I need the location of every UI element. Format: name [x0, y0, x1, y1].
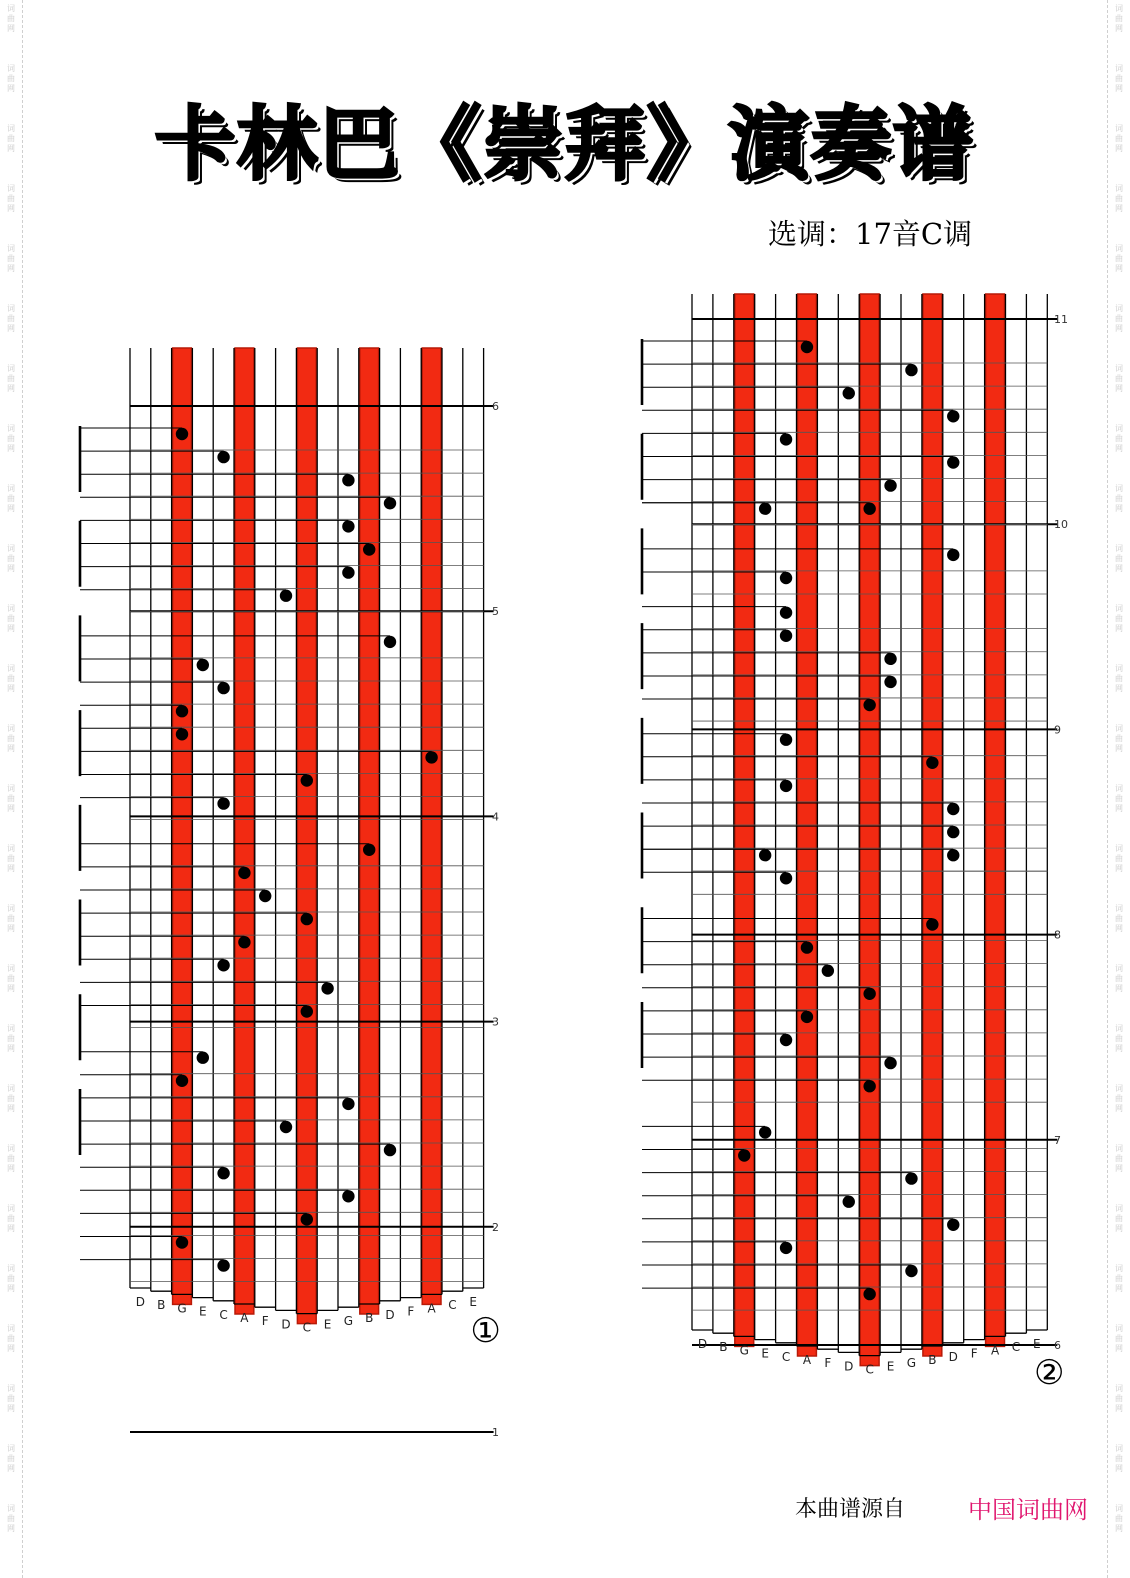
tine-label: C — [1011, 1340, 1021, 1355]
note-dot — [425, 751, 437, 763]
tine-label: B — [157, 1298, 166, 1313]
right-watermark-strip — [1107, 0, 1130, 1578]
measure-number: 2 — [492, 1220, 499, 1234]
tine-label: G — [343, 1314, 354, 1329]
note-dot — [905, 1172, 917, 1184]
note-dot — [176, 728, 188, 740]
tine-label: E — [469, 1295, 477, 1309]
watermark-text: 词曲网 — [7, 1024, 15, 1053]
tine-label: C — [219, 1307, 228, 1322]
tine-label: D — [844, 1359, 854, 1374]
red-tine-bar — [173, 348, 192, 1304]
tine-label: D — [135, 1295, 146, 1309]
note-dot — [738, 1149, 750, 1161]
watermark-text: 词曲网 — [1115, 724, 1123, 753]
tine-label: D — [385, 1307, 395, 1322]
watermark-text: 词曲网 — [1115, 424, 1123, 453]
tine-label: E — [323, 1317, 332, 1332]
note-dot — [759, 1126, 771, 1138]
watermark-text: 词曲网 — [1115, 1384, 1123, 1413]
watermark-text: 词曲网 — [1115, 304, 1123, 333]
watermark-text: 词曲网 — [1115, 964, 1123, 993]
note-dot — [801, 941, 813, 953]
note-dot — [947, 1219, 959, 1231]
note-dot — [780, 780, 792, 792]
watermark-text: 词曲网 — [7, 1084, 15, 1113]
note-dot — [947, 826, 959, 838]
measure-number: 9 — [1054, 723, 1061, 737]
watermark-text: 词曲网 — [1115, 1204, 1123, 1233]
watermark-text: 词曲网 — [7, 1144, 15, 1173]
note-dot — [280, 1121, 292, 1133]
note-dot — [947, 549, 959, 561]
note-dot — [342, 566, 354, 578]
watermark-text: 词曲网 — [1115, 604, 1123, 633]
red-tine-bar — [986, 294, 1005, 1346]
note-dot — [217, 451, 229, 463]
note-dot — [759, 503, 771, 515]
watermark-text: 词曲网 — [1115, 844, 1123, 873]
note-dot — [217, 1259, 229, 1271]
watermark-text: 词曲网 — [1115, 4, 1123, 33]
note-dot — [217, 1167, 229, 1179]
watermark-text: 词曲网 — [1115, 364, 1123, 393]
red-tine-bar — [297, 348, 316, 1324]
watermark-text: 词曲网 — [7, 304, 15, 333]
tine-label: G — [177, 1301, 187, 1316]
measure-number: 7 — [1054, 1133, 1061, 1147]
tine-label: A — [427, 1301, 436, 1316]
measure-number: 3 — [492, 1015, 499, 1029]
note-dot — [301, 913, 313, 925]
watermark-text: 词曲网 — [1115, 184, 1123, 213]
tine-label: A — [240, 1311, 249, 1325]
note-dot — [217, 959, 229, 971]
watermark-text: 词曲网 — [7, 1504, 15, 1533]
tine-label: G — [906, 1356, 917, 1371]
note-dot — [759, 849, 771, 861]
tine-label: E — [199, 1304, 207, 1319]
watermark-text: 词曲网 — [7, 544, 15, 573]
note-dot — [780, 572, 792, 584]
watermark-text: 词曲网 — [1115, 784, 1123, 813]
note-dot — [780, 606, 792, 618]
tine-label: B — [928, 1353, 937, 1367]
note-dot — [905, 1265, 917, 1277]
note-dot — [780, 1242, 792, 1254]
tine-label: C — [448, 1298, 457, 1313]
note-dot — [801, 1011, 813, 1023]
note-dot — [884, 676, 896, 688]
note-dot — [301, 774, 313, 786]
watermark-text: 词曲网 — [7, 1444, 15, 1473]
tine-label: C — [781, 1349, 791, 1364]
score-panel-1 — [70, 340, 530, 1439]
red-tine-bar — [735, 294, 754, 1346]
tine-label: F — [970, 1346, 978, 1361]
measure-number: 6 — [492, 400, 499, 413]
note-dot — [176, 705, 188, 717]
watermark-text: 词曲网 — [1115, 1084, 1123, 1113]
watermark-text: 词曲网 — [1115, 1504, 1123, 1533]
note-dot — [947, 410, 959, 422]
note-dot — [780, 872, 792, 884]
note-dot — [780, 630, 792, 642]
note-dot — [801, 341, 813, 353]
note-dot — [384, 1144, 396, 1156]
tine-label: F — [407, 1304, 415, 1319]
watermark-text: 词曲网 — [7, 184, 15, 213]
note-dot — [342, 520, 354, 532]
note-dot — [301, 1213, 313, 1225]
note-dot — [947, 803, 959, 815]
note-dot — [884, 479, 896, 491]
page-number: ② — [1034, 1353, 1065, 1393]
tine-label: C — [865, 1362, 874, 1377]
tine-label: D — [948, 1349, 958, 1364]
note-dot — [926, 918, 938, 930]
tine-label: C — [302, 1320, 311, 1335]
note-dot — [176, 1075, 188, 1087]
watermark-text: 词曲网 — [1115, 544, 1123, 573]
watermark-text: 词曲网 — [7, 244, 15, 273]
note-dot — [342, 474, 354, 486]
watermark-text: 词曲网 — [1115, 1144, 1123, 1173]
tine-label: D — [697, 1337, 708, 1351]
watermark-text: 词曲网 — [7, 1324, 15, 1353]
watermark-text: 词曲网 — [7, 844, 15, 873]
tine-label: G — [739, 1343, 749, 1358]
measure-number: 1 — [492, 1426, 499, 1439]
red-tine-bar — [235, 348, 254, 1314]
page-title: 卡林巴《崇拜》演奏谱 — [155, 98, 975, 191]
note-dot — [947, 849, 959, 861]
watermark-text: 词曲网 — [7, 904, 15, 933]
footer-source-label: 本曲谱源自 — [795, 1497, 906, 1522]
note-dot — [905, 364, 917, 376]
tine-label: F — [261, 1314, 269, 1329]
note-dot — [384, 497, 396, 509]
note-dot — [947, 456, 959, 468]
watermark-text: 词曲网 — [7, 424, 15, 453]
note-dot — [197, 1052, 209, 1064]
note-dot — [822, 965, 834, 977]
watermark-text: 词曲网 — [1115, 484, 1123, 513]
watermark-text: 词曲网 — [1115, 1324, 1123, 1353]
tine-label: E — [886, 1359, 895, 1374]
note-dot — [863, 699, 875, 711]
watermark-text: 词曲网 — [1115, 244, 1123, 273]
note-dot — [363, 844, 375, 856]
score-panel-2 — [630, 288, 1090, 1418]
watermark-text: 词曲网 — [7, 1264, 15, 1293]
watermark-text: 词曲网 — [1115, 664, 1123, 693]
note-dot — [238, 867, 250, 879]
note-dot — [843, 1196, 855, 1208]
tine-label: E — [761, 1346, 769, 1361]
note-dot — [843, 387, 855, 399]
note-dot — [301, 1005, 313, 1017]
red-tine-bar — [422, 348, 441, 1304]
tine-label: A — [802, 1353, 812, 1367]
watermark-text: 词曲网 — [7, 1204, 15, 1233]
note-dot — [780, 1034, 792, 1046]
note-dot — [884, 653, 896, 665]
watermark-text: 词曲网 — [1115, 124, 1123, 153]
note-dot — [863, 988, 875, 1000]
red-tine-bar — [360, 348, 379, 1314]
key-selection-label: 选调：17音C调 — [768, 217, 973, 251]
watermark-text: 词曲网 — [7, 964, 15, 993]
watermark-text: 词曲网 — [7, 724, 15, 753]
watermark-text: 词曲网 — [1115, 64, 1123, 93]
watermark-text: 词曲网 — [7, 784, 15, 813]
note-dot — [217, 797, 229, 809]
measure-number: 10 — [1054, 518, 1068, 532]
note-dot — [363, 543, 375, 555]
measure-number: 8 — [1054, 928, 1061, 942]
watermark-text: 词曲网 — [1115, 1264, 1123, 1293]
note-dot — [863, 503, 875, 515]
note-dot — [217, 682, 229, 694]
tine-label: A — [990, 1343, 1000, 1358]
note-dot — [780, 433, 792, 445]
note-dot — [280, 590, 292, 602]
watermark-text: 词曲网 — [7, 604, 15, 633]
footer-site-name[interactable]: 中国词曲网 — [968, 1496, 1088, 1524]
tine-label: B — [365, 1311, 374, 1325]
note-dot — [342, 1098, 354, 1110]
tine-label: D — [281, 1317, 291, 1332]
note-dot — [863, 1080, 875, 1092]
left-watermark-strip — [0, 0, 23, 1578]
watermark-text: 词曲网 — [7, 4, 15, 33]
note-dot — [342, 1190, 354, 1202]
note-dot — [884, 1057, 896, 1069]
note-dot — [176, 1236, 188, 1248]
note-dot — [863, 1288, 875, 1300]
watermark-text: 词曲网 — [7, 664, 15, 693]
tine-label: E — [1033, 1337, 1041, 1351]
note-dot — [384, 636, 396, 648]
measure-number: 6 — [1054, 1339, 1061, 1352]
note-dot — [926, 757, 938, 769]
measure-number: 4 — [492, 810, 499, 824]
watermark-text: 词曲网 — [7, 364, 15, 393]
note-dot — [321, 982, 333, 994]
watermark-text: 词曲网 — [1115, 904, 1123, 933]
watermark-text: 词曲网 — [7, 484, 15, 513]
red-tine-bar — [860, 294, 879, 1366]
note-dot — [238, 936, 250, 948]
page-number: ① — [470, 1311, 501, 1351]
watermark-text: 词曲网 — [7, 64, 15, 93]
watermark-text: 词曲网 — [1115, 1444, 1123, 1473]
note-dot — [197, 659, 209, 671]
tine-label: F — [824, 1356, 832, 1371]
measure-number: 5 — [492, 605, 499, 619]
note-dot — [259, 890, 271, 902]
watermark-text: 词曲网 — [7, 1384, 15, 1413]
watermark-text: 词曲网 — [1115, 1024, 1123, 1053]
watermark-text: 词曲网 — [7, 124, 15, 153]
tine-label: B — [719, 1340, 728, 1355]
note-dot — [780, 734, 792, 746]
measure-number: 11 — [1054, 313, 1068, 326]
note-dot — [176, 428, 188, 440]
